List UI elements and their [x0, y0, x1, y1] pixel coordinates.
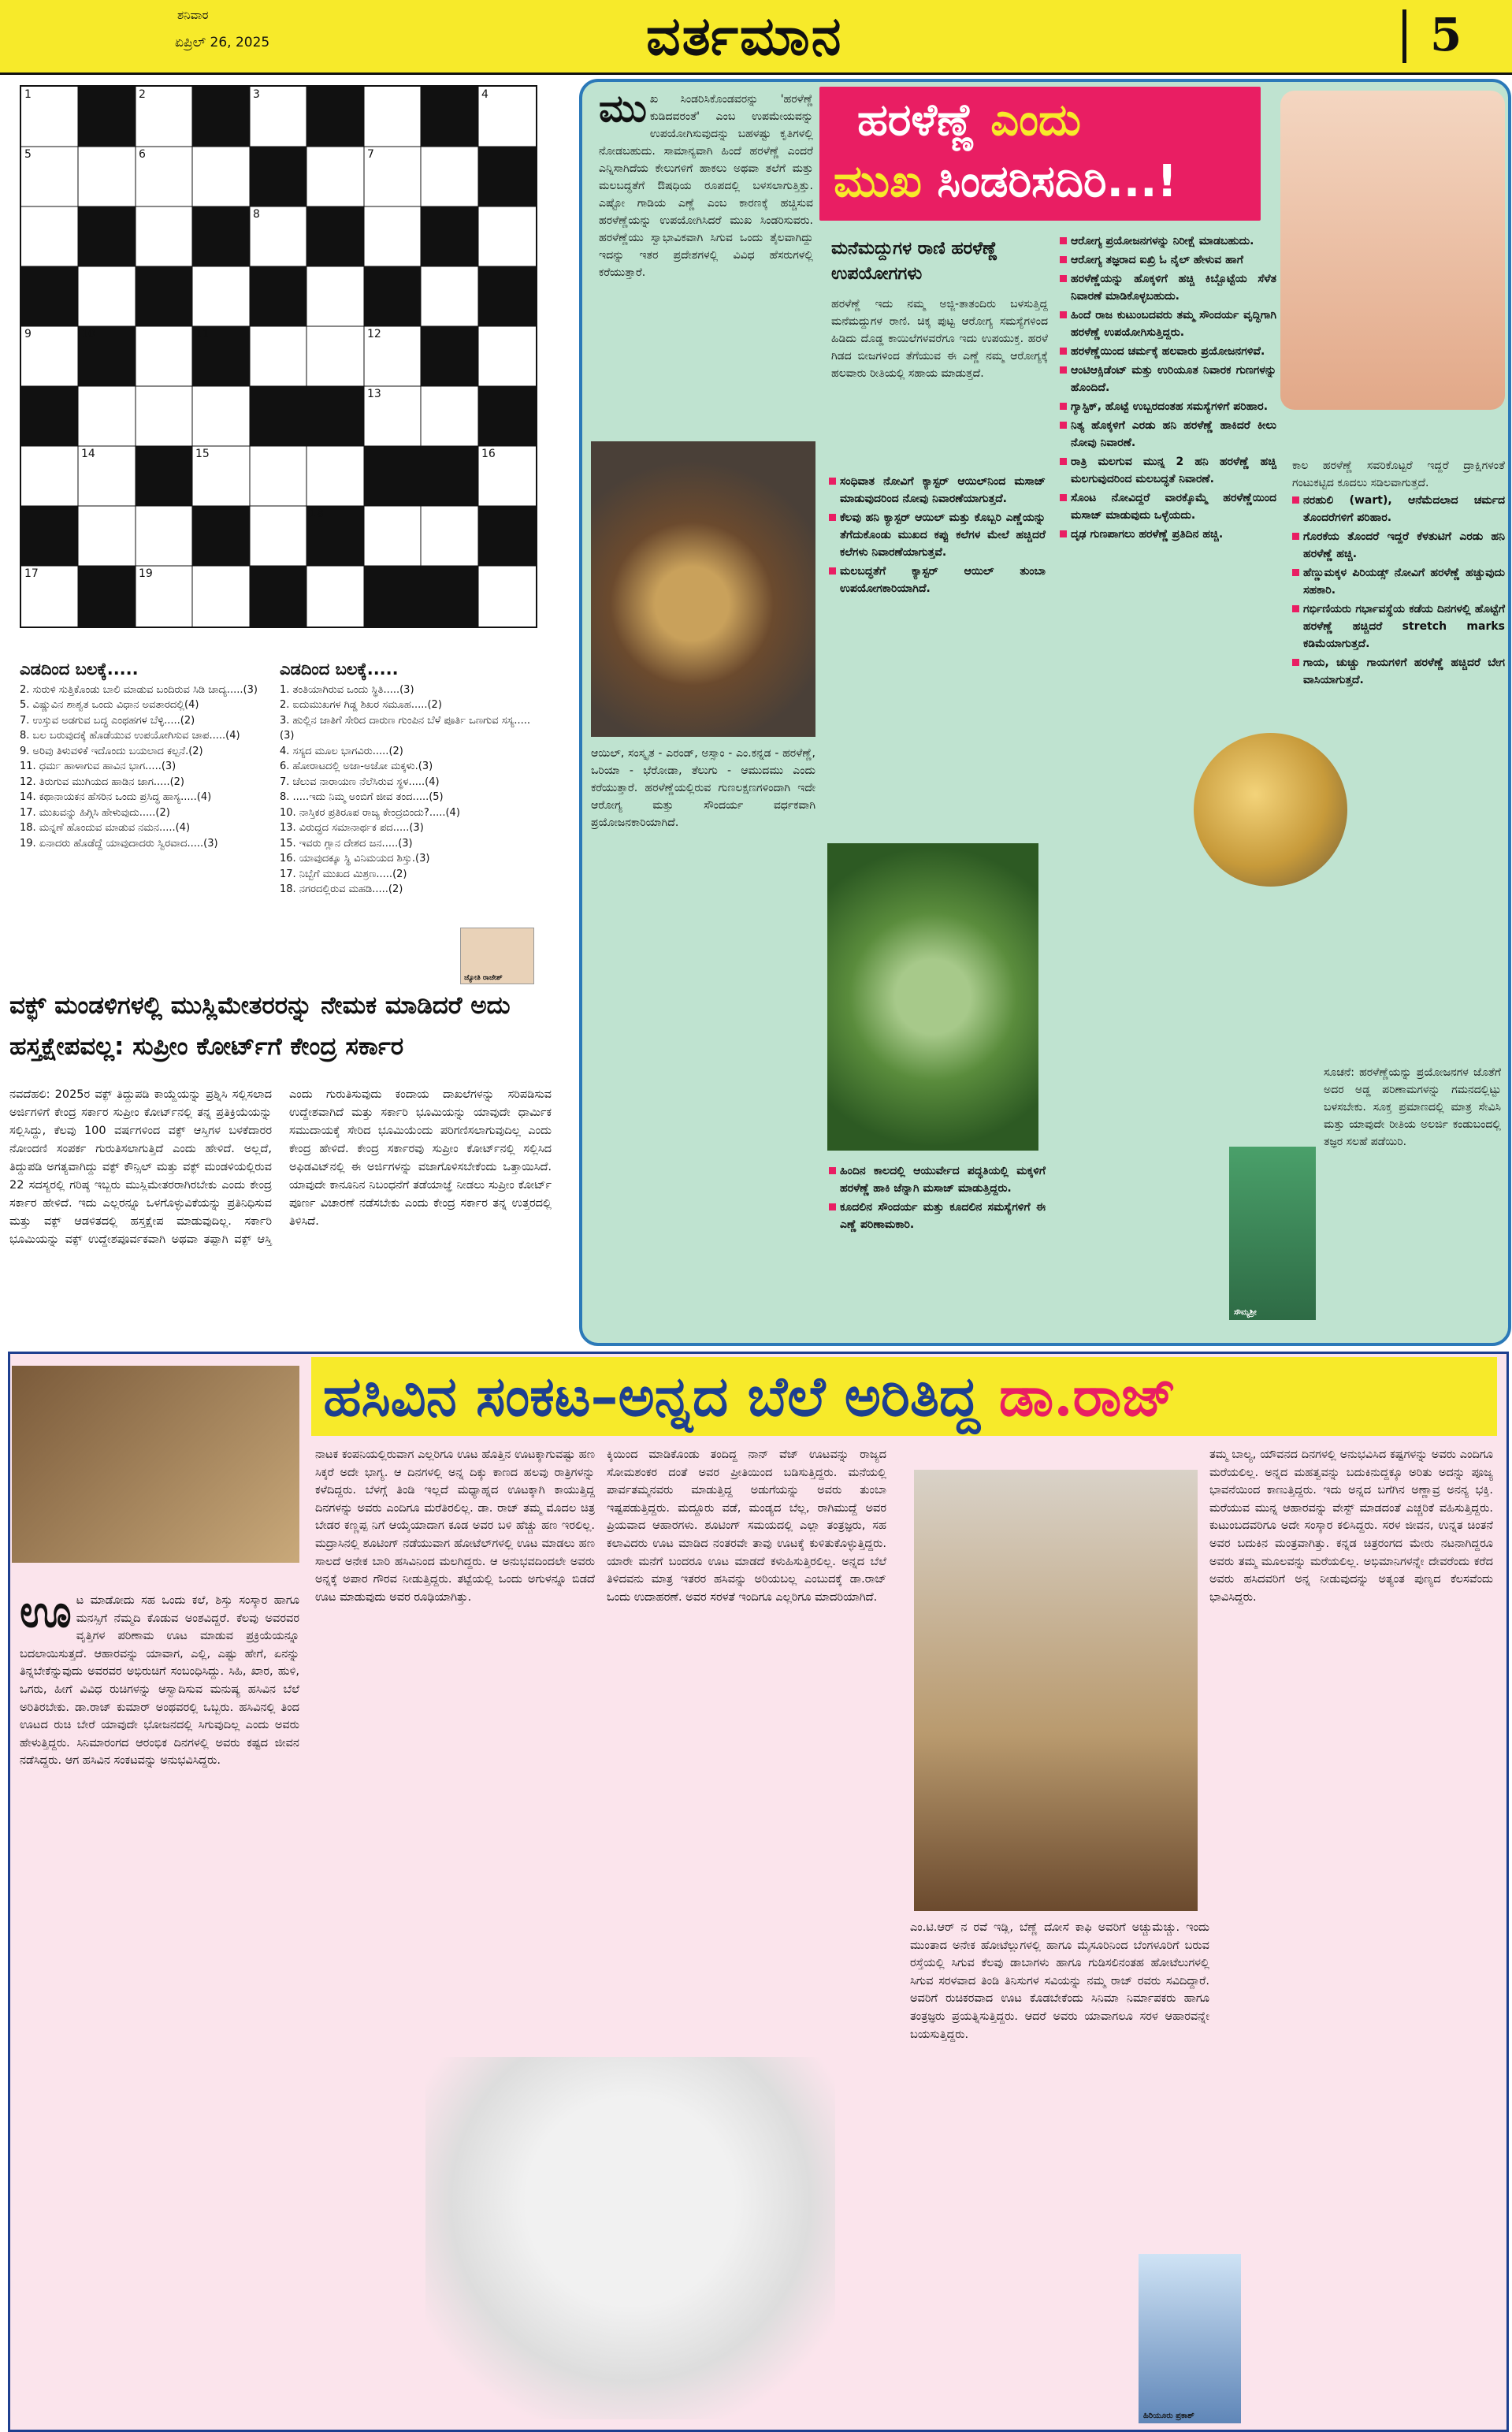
castor-col4-text: ಕಾಲ ಹರಳೆಣ್ಣೆ ಸವರಿಕೊಟ್ಟರೆ ಇದ್ದರೆ ದ್ರಾಕ್ಷಿಗಳಂತೆ ಗಂಟುಕಟ್ಟಿದ ಕೂದಲು ಸಡಿಲವಾಗುತ್ತದೆ.	[1292, 459, 1505, 489]
crossword-number: 4	[481, 88, 489, 101]
castor-point: ನರಹುಲಿ (wart), ಆನೆಮೆದಲಾದ ಚರ್ಮದ ತೊಂದರೆಗಳಿಗೆ ಪರಿಹಾರ.	[1292, 492, 1505, 526]
castor-author-photo	[1229, 1147, 1316, 1320]
raj-column-3: ಕ್ಕಿಯಿಂದ ಮಾಡಿಕೊಂಡು ತಂದಿದ್ದ ನಾನ್ ವೆಜ್ ಊಟವನ್ನು ರಾಜ್ಯದ ಸೋಮಶಂಕರ ದಂತೆ ಅವರ ಪ್ರೀತಿಯಿಂದ ಬಡಿಸುತ್ತಿದ್ದರು. ಮನೆಯಲ್ಲಿ ಪಾರ್ವತಮ್ಮನವರು ಮಾಡುತ್ತಿದ್ದ ಅಡುಗೆಯನ್ನು ಅವರು ತುಂಬಾ ಇಷ್ಟಪಡುತ್ತಿದ್ದರು. ಮದ್ದೂರು ವಡೆ, ಮಂಡ್ಯದ ಬೆಲ್ಲ, ರಾಗಿಮುದ್ದೆ ಅವರ ಪ್ರಿಯವಾದ ಆಹಾರಗಳು. ಶೂಟಿಂಗ್ ಸಮಯದಲ್ಲಿ ಎಲ್ಲಾ ತಂತ್ರಜ್ಞರು, ಸಹ ಕಲಾವಿದರು ಊಟ ಮಾಡಿದ ನಂತರವೇ ತಾವು ಊಟಕ್ಕೆ ಕುಳಿತುಕೊಳ್ಳುತ್ತಿದ್ದರು. ಯಾರೇ ಮನೆಗೆ ಬಂದರೂ ಊಟ ಮಾಡದೆ ಕಳುಹಿಸುತ್ತಿರಲಿಲ್ಲ. ಅನ್ನದ ಬೆಲೆ ತಿಳಿದವನು ಮಾತ್ರ ಇತರರ ಹಸಿವನ್ನು ಅರಿಯಬಲ್ಲ ಎಂಬುದಕ್ಕೆ ಡಾ.ರಾಜ್ ಒಂದು ಉದಾಹರಣೆ. ಅವರ ಸರಳತೆ ಇಂದಿಗೂ ಎಲ್ಲರಿಗೂ ಮಾದರಿಯಾಗಿದೆ.	[607, 1448, 886, 1604]
castor-body: ಹರಳೆಣ್ಣೆ ಇದು ನಮ್ಮ ಅಜ್ಜಿ-ತಾತಂದಿರು ಬಳಸುತ್ತಿದ್ದ ಮನೆಮದ್ದುಗಳ ರಾಣಿ. ಚಿಕ್ಕ ಪುಟ್ಟ ಆರೋಗ್ಯ ಸಮಸ್ಯೆಗಳಿಂದ ಹಿಡಿದು ದೊಡ್ಡ ಕಾಯಿಲೆಗಳವರೆಗೂ ಇದು ಉಪಯುಕ್ತ. ಹರಳೆ ಗಿಡದ ಬೀಜಗಳಿಂದ ತೆಗೆಯುವ ಈ ಎಣ್ಣೆ ನಮ್ಮ ಆರೋಗ್ಯಕ್ಕೆ ಹಲವಾರು ರೀತಿಯಲ್ಲಿ ಸಹಾಯ ಮಾಡುತ್ತದೆ.	[831, 298, 1048, 380]
oil-bowl-image	[1194, 733, 1347, 887]
castor-intro	[599, 87, 813, 281]
clue: 1. ತಂತಿಯಾಗಿರುವ ಒಂದು ಸ್ಥಿತಿ.....(3)	[280, 683, 414, 696]
clue: 2. ಸುರುಳಿ ಸುತ್ತಿಕೊಂಡು ಬಾಲಿ ಮಾಡುವ ಬಂದಿರುವ ಸಿಡಿ ಚಾದ್ಯ.....(3)	[20, 683, 258, 696]
castor-point: ಹರಳೆಣ್ಣೆಯಿಂದ ಚರ್ಮಕ್ಕೆ ಹಲವಾರು ಪ್ರಯೋಜನಗಳಿವೆ.	[1060, 343, 1276, 360]
castor-title-word: ಎಂದು	[990, 95, 1081, 146]
clues-across	[20, 662, 272, 851]
castor-author-caption: ಸೌಮ್ಯಶ್ರೀ	[1234, 1308, 1257, 1317]
waqf-article	[9, 985, 552, 1348]
clue: 17. ಮುಖವನ್ನು ಹಿಗ್ಗಿಸಿ ಹೇಳುವುದು.....(2)	[20, 806, 170, 819]
clue: 3. ಹುಲ್ಲಿನ ಜಾತಿಗೆ ಸೇರಿದ ದಾರುಣ ಗುಂಪಿನ ಬೆಳೆ ಪೂರ್ತಿ ಒಣಗುವ ಸಸ್ಯ.....(3)	[280, 714, 531, 742]
castor-point: ಹೆಣ್ಣುಮಕ್ಕಳ ಪಿರಿಯಡ್ಸ್ ನೋವಿಗೆ ಹರಳೆಣ್ಣೆ ಹಚ್ಚುವುದು ಸಹಕಾರಿ.	[1292, 564, 1505, 599]
castor-point: ಹಿಂದಿನ ಕಾಲದಲ್ಲಿ ಆಯುರ್ವೇದ ಪದ್ಧತಿಯಲ್ಲಿ ಮಕ್ಕಳಿಗೆ ಹರಳೆಣ್ಣೆ ಹಾಕಿ ಜೆನ್ನಾಗಿ ಮಸಾಜ್ ಮಾಡುತ್ತಿದ್ದರು.	[829, 1162, 1046, 1197]
castor-column-2b	[829, 1162, 1046, 1235]
clue: 2. ಐದುಮುಖಗಳ ಗಿಡ್ಡ ಶಿಖರ ಸಮೂಹ.....(2)	[280, 699, 442, 711]
castor-point: ದೃಢ ಗುಣಪಾಗಲು ಹರಳೆಣ್ಣೆ ಪ್ರತಿದಿನ ಹಚ್ಚಿ.	[1060, 526, 1276, 543]
raj-text: ಟ ಮಾಡೋದು ಸಹ ಒಂದು ಕಲೆ, ಶಿಸ್ತು ಸಂಸ್ಕಾರ ಹಾಗೂ ಮನಸ್ಸಿಗೆ ನೆಮ್ಮದಿ ಕೊಡುವ ಅಂಶವಿದ್ದರೆ. ಕೆಲವು ಅವರವರ ವೃತ್ತಿಗಳ ಪರಿಣಾಮ ಊಟ ಮಾಡುವ ಪ್ರಕ್ರಿಯೆಯನ್ನೂ ಬದಲಾಯಿಸುತ್ತದೆ. ಆಹಾರವನ್ನು ಯಾವಾಗ, ಎಲ್ಲಿ, ಎಷ್ಟು ಹೇಗೆ, ಏನನ್ನು ತಿನ್ನಬೇಕೆನ್ನುವುದು ಅವರವರ ಅಭಿರುಚಿಗೆ ಸಂಬಂಧಿಸಿದ್ದು. ಸಿಹಿ, ಖಾರ, ಹುಳಿ, ಒಗರು, ಹೀಗೆ ವಿವಿಧ ರುಚಿಗಳನ್ನು ಆಸ್ವಾದಿಸುವ ಮನುಷ್ಯ ಹಸಿವಿನ ಬೆಲೆ ಅರಿತಿರಬೇಕು. ಡಾ.ರಾಜ್ ಕುಮಾರ್ ಅಂಥವರಲ್ಲಿ ಒಬ್ಬರು. ಹಸಿವಿನಲ್ಲಿ ತಿಂದ ಊಟದ ರುಚಿ ಬೇರೆ ಯಾವುದೇ ಭೋಜನದಲ್ಲಿ ಸಿಗುವುದಿಲ್ಲ ಎಂದು ಅವರು ಹೇಳುತ್ತಿದ್ದರು. ಸಿನಿಮಾರಂಗದ ಆರಂಭಿಕ ದಿನಗಳಲ್ಲಿ ಅವರು ಕಷ್ಟದ ಜೀವನ ನಡೆಸಿದ್ದರು. ಆಗ ಹಸಿವಿನ ಸಂಕಟವನ್ನು ಅನುಭವಿಸಿದ್ದರು.	[20, 1594, 299, 1768]
crossword-number: 12	[367, 328, 381, 340]
castor-point: ಕೆಲವು ಹನಿ ಕ್ಯಾಸ್ಟರ್ ಆಯಿಲ್ ಮತ್ತು ಕೊಬ್ಬರಿ ಎಣ್ಣೆಯನ್ನು ತೆಗೆದುಕೊಂಡು ಮುಖದ ಕಪ್ಪು ಕಲೆಗಳ ಮೇಲೆ ಹಚ್ಚಿದರೆ ಕಲೆಗಳು ನಿವಾರಣೆಯಾಗುತ್ತವೆ.	[829, 509, 1046, 561]
castor-title-word: ಹರಳೆಣ್ಣೆ	[857, 95, 975, 146]
castor-plant-image	[827, 843, 1038, 1151]
crossword-number: 11	[195, 328, 210, 340]
castor-point: ಕೂದಲಿನ ಸೌಂದರ್ಯ ಮತ್ತು ಕೂದಲಿನ ಸಮಸ್ಯೆಗಳಿಗೆ ಈ ಎಣ್ಣೆ ಪರಿಣಾಮಕಾರಿ.	[829, 1199, 1046, 1233]
clue: 7. ಚೆಲುವ ನಾರಾಯಣ ನೆಲೆಸಿರುವ ಸ್ಥಳ.....(4)	[280, 775, 440, 788]
crossword-number: 13	[367, 388, 381, 400]
drop-cap: ಮು	[599, 87, 647, 131]
castor-point: ಮಲಬದ್ಧತೆಗೆ ಕ್ಯಾಸ್ಟರ್ ಆಯಿಲ್ ತುಂಬಾ ಉಪಯೋಗಕಾರಿಯಾಗಿದೆ.	[829, 563, 1046, 597]
castor-title-line2	[834, 156, 1177, 208]
newspaper-title: ವರ್ತಮಾನ	[646, 5, 843, 68]
woman-portrait-image	[1280, 91, 1505, 410]
castor-point: ಹರಳೆಣ್ಣೆಯನ್ನು ಹೊಕ್ಕಳಿಗೆ ಹಚ್ಚಿ ಕಿಬ್ಬೊಟ್ಟೆಯ ಸೆಳೆತ ನಿವಾರಣೆ ಮಾಡಿಕೊಳ್ಳಬಹುದು.	[1060, 270, 1276, 305]
crossword-author-photo	[460, 928, 534, 984]
clue: 6. ಹೋರಾಟದಲ್ಲಿ ಅಜಾ-ಅಜೋ ಮಕ್ಕಳು.(3)	[280, 760, 433, 772]
crossword-grid	[20, 85, 537, 628]
castor-point: ಆರೋಗ್ಯ ಪ್ರಯೋಜನಗಳನ್ನು ನಿರೀಕ್ಷೆ ಮಾಡಬಹುದು.	[1060, 232, 1276, 250]
waqf-headline: ವಕ್ಫ್ ಮಂಡಳಿಗಳಲ್ಲಿ ಮುಸ್ಲಿಮೇತರರನ್ನು ನೇಮಕ ಮಾಡಿದರೆ ಅದು ಹಸ್ತಕ್ಷೇಪವಲ್ಲ: ಸುಪ್ರೀಂ ಕೋರ್ಟ್‌ಗೆ ಕೇಂದ್ರ ಸರ್ಕಾರ	[9, 991, 511, 1061]
raj-author-caption: ಹಿರಿಯೂರು ಪ್ರಕಾಶ್	[1143, 2412, 1194, 2420]
clue: 4. ಸಸ್ಯದ ಮೂಲ ಭಾಗವಿರು.....(2)	[280, 745, 403, 757]
clue: 19. ಏನಾದರು ಹೊಡೆದ್ದೆ ಯಾವುದಾದರು ಸ್ವಿರವಾದ.....(3)	[20, 837, 218, 850]
raj-title	[323, 1363, 1176, 1430]
castor-intro-text: ಖ ಸಿಂಡರಿಸಿಕೊಂಡವರನ್ನು 'ಹರಳೆಣ್ಣೆ ಕುಡಿದವರಂತೆ' ಎಂಬ ಉಪಮೇಯವನ್ನು ಉಪಯೋಗಿಸುವುದನ್ನು ಬಹಳಷ್ಟು ಕೃತಿಗಳಲ್ಲಿ ನೋಡಬಹುದು. ಸಾಮಾನ್ಯವಾಗಿ ಹಿಂದೆ ಹರಳೆಣ್ಣೆ ಎಂದರೆ ಎನ್ನಿಸಾಗಿದೆಯ ಕೇಲುಗಳಿಗೆ ಹಾಕಲು ಅಥವಾ ತಲೆಗೆ ಮತ್ತು ಮಲಬದ್ಧತೆಗೆ ಔಷಧಿಯ ರೂಪದಲ್ಲಿ ಬಳಸಲಾಗುತ್ತಿತ್ತು. ಎಷ್ಟೋ ಗಾಡಿಯ ಎಣ್ಣೆ ಎಂಬ ಕಾರಣಕ್ಕೆ ಹಚ್ಚಿಸುವ ಹರಳೆಣ್ಣೆಯನ್ನು ಉಪಯೋಗಿಸಿದರೆ ಮುಖ ಸಿಂಡರಿಸುವರು. ಹರಳೆಣ್ಣೆಯು ಸ್ವಾಭಾವಿಕವಾಗಿ ಸಿಗುವ ಒಂದು ತೈಲವಾಗಿದ್ದು ಇದನ್ನು ಇತರ ಪ್ರದೇಶಗಳಲ್ಲಿ ವಿವಿಧ ಹೆಸರುಗಳಲ್ಲಿ ಕರೆಯುತ್ತಾರೆ.	[599, 93, 813, 279]
crossword-cells	[21, 87, 536, 627]
masthead-divider	[1402, 9, 1406, 63]
raj-title-text: ಹಸಿವಿನ ಸಂಕಟ–ಅನ್ನದ ಬೆಲೆ ಅರಿತಿದ್ದ	[323, 1363, 980, 1429]
castor-point: ಗಾಯ, ಚುಚ್ಚು ಗಾಯಗಳಿಗೆ ಹರಳೆಣ್ಣೆ ಹಚ್ಚಿದರೆ ಬೇಗ ವಾಸಿಯಾಗುತ್ತದೆ.	[1292, 654, 1505, 689]
clue: 12. ತಿರುಗುವ ಮುಗಿಯದ ಹಾಡಿನ ಜಾಗ.....(2)	[20, 775, 184, 788]
clue: 10. ನಾಸ್ತಿಕರ ಪ್ರತಿರೂಪ ರಾಜ್ಯ ಕೇಂದ್ರಬಿಂದು?.....(4)	[280, 806, 460, 819]
castor-point: ಸಂಧಿವಾತ ನೋವಿಗೆ ಕ್ಯಾಸ್ಟರ್ ಆಯಿಲ್‌ನಿಂದ ಮಸಾಜ್ ಮಾಡುವುದರಿಂದ ನೋವು ನಿವಾರಣೆಯಾಗುತ್ತದೆ.	[829, 473, 1046, 508]
raj-title-name: ಡಾ.ರಾಜ್	[998, 1363, 1177, 1429]
castor-title-word: ಸಿಂಡರಿಸದಿರಿ...!	[937, 156, 1177, 207]
crossword-number: 6	[139, 148, 146, 161]
raj-column-4: ತಮ್ಮ ಬಾಲ್ಯ, ಯೌವನದ ದಿನಗಳಲ್ಲಿ ಅನುಭವಿಸಿದ ಕಷ್ಟಗಳನ್ನು ಅವರು ಎಂದಿಗೂ ಮರೆಯಲಿಲ್ಲ. ಅನ್ನದ ಮಹತ್ವವನ್ನು ಬದುಕಿನುದ್ದಕ್ಕೂ ಅರಿತು ಅದನ್ನು ಪೂಜ್ಯ ಭಾವನೆಯಿಂದ ಕಾಣುತ್ತಿದ್ದರು. ಇದು ಅನ್ನದ ಬಗೆಗಿನ ಅಣ್ಣಾವ್ರ ಅನನ್ಯ ಭಕ್ತಿ. ಮರೆಯುವ ಮುನ್ನ ಆಹಾರವನ್ನು ವೇಸ್ಟ್ ಮಾಡದಂತೆ ಎಚ್ಚರಿಕೆ ವಹಿಸುತ್ತಿದ್ದರು. ಕುಟುಂಬದವರಿಗೂ ಅದೇ ಸಂಸ್ಕಾರ ಕಲಿಸಿದ್ದರು. ಸರಳ ಜೀವನ, ಉನ್ನತ ಚಿಂತನೆ ಅವರ ಬದುಕಿನ ಮಂತ್ರವಾಗಿತ್ತು. ಕನ್ನಡ ಚಿತ್ರರಂಗದ ಮೇರು ನಟನಾಗಿದ್ದರೂ ಅವರು ತಮ್ಮ ಮೂಲವನ್ನು ಮರೆಯಲಿಲ್ಲ. ಅಭಿಮಾನಿಗಳನ್ನೇ ದೇವರೆಂದು ಕರೆದ ಅವರು ಹಸಿದವರಿಗೆ ಅನ್ನ ನೀಡುವುದನ್ನು ಅತ್ಯಂತ ಪುಣ್ಯದ ಕೆಲಸವೆಂದು ಭಾವಿಸಿದ್ದರು.	[1209, 1448, 1493, 1604]
castor-column-4	[1292, 457, 1505, 690]
castor-column-2	[829, 473, 1046, 599]
castor-point: ಆರೋಗ್ಯ ತಜ್ಞರಾದ ಐಖ್ರಿ ಓ ನೈಲ್ ಹೇಳುವ ಹಾಗೆ	[1060, 251, 1276, 269]
castor-point: ಹಿಂದೆ ರಾಜ ಕುಟುಂಬದವರು ತಮ್ಮ ಸೌಂದರ್ಯ ವೃದ್ಧಿಗಾಗಿ ಹರಳೆಣ್ಣೆ ಉಪಯೋಗಿಸುತ್ತಿದ್ದರು.	[1060, 307, 1276, 341]
castor-point: ನಿತ್ಯ ಹೊಕ್ಕಳಿಗೆ ಎರಡು ಹನಿ ಹರಳೆಣ್ಣೆ ಹಾಕಿದರೆ ಕೀಲು ನೋವು ನಿವಾರಣೆ.	[1060, 417, 1276, 452]
crossword-author-caption: ಜ್ಯೋತಿ ರಾಜೇಶ್	[464, 974, 503, 982]
castor-point: ಗ್ಯಾಸ್ಟಿಕ್, ಹೊಟ್ಟೆ ಉಬ್ಬರದಂತಹ ಸಮಸ್ಯೆಗಳಿಗೆ ಪರಿಹಾರ.	[1060, 398, 1276, 415]
waqf-body: ನವದೆಹಲಿ: 2025ರ ವಕ್ಫ್ ತಿದ್ದುಪಡಿ ಕಾಯ್ದೆಯನ್ನು ಪ್ರಶ್ನಿಸಿ ಸಲ್ಲಿಸಲಾದ ಅರ್ಜಿಗಳಿಗೆ ಕೇಂದ್ರ ಸರ್ಕಾರ ಸುಪ್ರೀಂ ಕೋರ್ಟ್‌ನಲ್ಲಿ ತನ್ನ ಪ್ರತಿಕ್ರಿಯೆಯನ್ನು ಸಲ್ಲಿಸಿದ್ದು, ಕೆಲವು 100 ವರ್ಷಗಳಿಂದ ವಕ್ಫ್ ಆಸ್ತಿಗಳ ಬಳಕೆದಾರರ ನೋಂದಣಿ ಸಂಪರ್ಕ ಗುರುತಿಸಲಾಗುತ್ತಿದೆ ಎಂದು ಹೇಳಿದೆ. ಅಲ್ಲದೆ, ತಿದ್ದುಪಡಿ ಅಗತ್ಯವಾಗಿದ್ದು ವಕ್ಫ್ ಕೌನ್ಸಿಲ್ ಮತ್ತು ವಕ್ಫ್ ಮಂಡಳಿಯಲ್ಲಿರುವ 22 ಸದಸ್ಯರಲ್ಲಿ ಗರಿಷ್ಠ ಇಬ್ಬರು ಮುಸ್ಲಿಮೇತರರಾಗಿರಬೇಕು ಎಂದು ಕೇಂದ್ರ ಸರ್ಕಾರ ಹೇಳಿದೆ. ಇದು ಎಲ್ಲರನ್ನೂ ಒಳಗೊಳ್ಳುವಿಕೆಯನ್ನು ಪ್ರತಿನಿಧಿಸುವ ಮತ್ತು ವಕ್ಫ್ ಆಡಳಿತದಲ್ಲಿ ಹಸ್ತಕ್ಷೇಪ ಮಾಡುವುದಿಲ್ಲ. ಸರ್ಕಾರಿ ಭೂಮಿಯನ್ನು ವಕ್ಫ್ ಉದ್ದೇಶಪೂರ್ವಕವಾಗಿ ಅಥವಾ ತಪ್ಪಾಗಿ ವಕ್ಫ್ ಆಸ್ತಿ ಎಂದು ಗುರುತಿಸುವುದು ಕಂದಾಯ ದಾಖಲೆಗಳನ್ನು ಸರಿಪಡಿಸುವ ಉದ್ದೇಶವಾಗಿದೆ ಮತ್ತು ಸರ್ಕಾರಿ ಭೂಮಿಯನ್ನು ಯಾವುದೇ ಧಾರ್ಮಿಕ ಸಮುದಾಯಕ್ಕೆ ಸೇರಿದ ಭೂಮಿಯೆಂದು ಪರಿಗಣಿಸಲಾಗುವುದಿಲ್ಲ ಎಂದು ಕೇಂದ್ರ ಹೇಳಿದೆ. ಕೇಂದ್ರ ಸರ್ಕಾರವು ಸುಪ್ರೀಂ ಕೋರ್ಟ್‌ನಲ್ಲಿ ಸಲ್ಲಿಸಿದ ಅಫಿಡವಿಟ್‌ನಲ್ಲಿ ಈ ಅರ್ಜಿಗಳನ್ನು ವಜಾಗೊಳಿಸಬೇಕೆಂದು ಒತ್ತಾಯಿಸಿದೆ. ಯಾವುದೇ ಕಾನೂನಿನ ನಿಬಂಧನೆಗೆ ತಡೆಯಾಜ್ಞೆ ನೀಡಲು ಸುಪ್ರೀಂ ಕೋರ್ಟ್ ಪೂರ್ಣ ವಿಚಾರಣೆ ನಡೆಸಬೇಕು ಎಂದು ಕೇಂದ್ರ ಸರ್ಕಾರ ತನ್ನ ಉತ್ತರದಲ್ಲಿ ತಿಳಿಸಿದೆ.	[9, 1088, 552, 1246]
castor-title-line1	[857, 95, 1081, 147]
raj-author-photo	[1139, 2254, 1241, 2423]
raj-portrait-photo	[914, 1470, 1198, 1911]
crossword-number: 8	[253, 208, 260, 221]
raj-column-2: ನಾಟಕ ಕಂಪನಿಯಲ್ಲಿರುವಾಗ ಎಲ್ಲರಿಗೂ ಊಟ ಹೊತ್ತಿನ ಊಟಕ್ಕಾಗುವಷ್ಟು ಹಣ ಸಿಕ್ಕರೆ ಅದೇ ಭಾಗ್ಯ. ಆ ದಿನಗಳಲ್ಲಿ ಅನ್ನ ದಿಕ್ಕು ಕಾಣದ ಹಲವು ರಾತ್ರಿಗಳನ್ನು ಕಳೆದಿದ್ದರು. ಬೆಳಗ್ಗೆ ತಿಂಡಿ ಇಲ್ಲದೆ ಮಧ್ಯಾಹ್ನದ ಊಟಕ್ಕಾಗಿ ಕಾಯುತ್ತಿದ್ದ ದಿನಗಳನ್ನು ಅವರು ಎಂದಿಗೂ ಮರೆತಿರಲಿಲ್ಲ. ಡಾ. ರಾಜ್ ತಮ್ಮ ಮೊದಲ ಚಿತ್ರ ಬೇಡರ ಕಣ್ಣಪ್ಪ ನಿಗೆ ಆಯ್ಕೆಯಾದಾಗ ಕೂಡ ಅವರ ಬಳಿ ಹೆಚ್ಚು ಹಣ ಇರಲಿಲ್ಲ. ಮದ್ರಾಸಿನಲ್ಲಿ ಶೂಟಿಂಗ್ ನಡೆಯುವಾಗ ಹೋಟೆಲ್‌ಗಳಲ್ಲಿ ಊಟ ಮಾಡಲು ಹಣ ಸಾಲದೆ ಅನೇಕ ಬಾರಿ ಹಸಿವಿನಿಂದ ಮಲಗಿದ್ದರು. ಆ ಅನುಭವದಿಂದಲೇ ಅವರು ಅನ್ನಕ್ಕೆ ಅಪಾರ ಗೌರವ ನೀಡುತ್ತಿದ್ದರು. ತಟ್ಟೆಯಲ್ಲಿ ಒಂದು ಅಗುಳನ್ನೂ ಬಿಡದೆ ಊಟ ಮಾಡುವುದು ಅವರ ರೂಢಿಯಾಗಿತ್ತು.	[315, 1448, 595, 1604]
clues-down-heading: ಎಡದಿಂದ ಬಲಕ್ಕೆ.....	[280, 660, 399, 679]
crossword-number: 19	[139, 567, 153, 580]
crossword-number: 5	[24, 148, 32, 161]
castor-note: ಸೂಚನೆ: ಹರಳೆಣ್ಣೆಯನ್ನು ಪ್ರಯೋಜನಗಳ ಜೊತೆಗೆ ಅದರ ಅಡ್ಡ ಪರಿಣಾಮಗಳನ್ನು ಗಮನದಲ್ಲಿಟ್ಟು ಬಳಸಬೇಕು. ಸೂಕ್ತ ಪ್ರಮಾಣದಲ್ಲಿ ಮಾತ್ರ ಸೇವಿಸಿ ಮತ್ತು ಯಾವುದೇ ರೀತಿಯ ಅಲರ್ಜಿ ಕಂಡುಬಂದಲ್ಲಿ ತಜ್ಞರ ಸಲಹೆ ಪಡೆಯಿರಿ.	[1324, 1066, 1501, 1148]
crossword-number: 17	[24, 567, 39, 580]
castor-point: ಗರ್ಭಿಣಿಯರು ಗರ್ಭಾವಸ್ಥೆಯ ಕಡೆಯ ದಿನಗಳಲ್ಲಿ ಹೊಟ್ಟೆಗೆ ಹರಳೆಣ್ಣೆ ಹಚ್ಚಿದರೆ stretch marks ಕಡಿಮೆಯಾಗುತ್ತದೆ.	[1292, 601, 1505, 653]
drop-cap: ಊ	[20, 1586, 72, 1638]
clue: 18. ಮನ್ನಣೆ ಹೊಂದುವ ಮಾಡುವ ನಮನ.....(4)	[20, 822, 191, 834]
clue: 9. ಅರಿವು ತಿಳುವಳಿಕೆ ಇದೊಂದು ಬಯಲಾದ ಕಲ್ಪನೆ.(2)	[20, 745, 203, 757]
masthead-day: ಶನಿವಾರ	[177, 8, 209, 22]
raj-column-1	[20, 1586, 299, 1770]
page-number: 5	[1430, 8, 1462, 61]
crossword-number: 1	[24, 88, 32, 101]
castor-point: ರಾತ್ರಿ ಮಲಗುವ ಮುನ್ನ 2 ಹನಿ ಹರಳೆಣ್ಣೆ ಹಚ್ಚಿ ಮಲಗುವುದರಿಂದ ಮಲಬದ್ಧತೆ ನಿವಾರಣೆ.	[1060, 453, 1276, 488]
castor-point: ಆಂಟಿಆಕ್ಸಿಡೆಂಟ್ ಮತ್ತು ಉರಿಯೂತ ನಿವಾರಕ ಗುಣಗಳನ್ನು ಹೊಂದಿದೆ.	[1060, 362, 1276, 396]
clue: 16. ಯಾವುದಕ್ಕೂ ಸ್ಥಿ ವಿನಿಮಯದ ಶಿಸ್ತು.(3)	[280, 853, 430, 865]
castor-title-word: ಮುಖ	[834, 156, 922, 207]
crossword-number: 9	[24, 328, 32, 340]
clues-down	[280, 662, 532, 898]
crossword-number: 3	[253, 88, 260, 101]
crossword-number: 2	[139, 88, 146, 101]
castor-subheading: ಮನೆಮದ್ದುಗಳ ರಾಣಿ ಹರಳೆಣ್ಣೆ ಉಪಯೋಗಗಳು	[831, 239, 998, 284]
crossword-number: 7	[367, 148, 374, 161]
clues-across-heading: ಎಡದಿಂದ ಬಲಕ್ಕೆ.....	[20, 660, 139, 679]
crossword-number: 16	[481, 448, 496, 460]
clue: 8. ಬಲ ಬರುವುದಕ್ಕೆ ಹೊಡೆಯುವ ಉಪಯೋಗಿಸುವ ಚಾಪ.....(4)	[20, 730, 240, 742]
raj-photo-with-dove	[12, 1366, 299, 1563]
clue: 5. ವಿಷ್ಣುವಿನ ಶಾಶ್ವತ ಒಂದು ವಿಧಾನ ಅವತಾರದಲ್ಲಿ(4)	[20, 699, 199, 711]
clue: 15. ಇವರು ಗ್ಲಾನ ದೇಶದ ಜನ.....(3)	[280, 837, 413, 850]
raj-column-5: ಎಂ.ಟಿ.ಆರ್ ನ ರವೆ ಇಡ್ಲಿ, ಬೆಣ್ಣೆ ದೋಸೆ ಕಾಫಿ ಅವರಿಗೆ ಅಚ್ಚುಮೆಚ್ಚು. ಇಂದು ಮುಂತಾದ ಅನೇಕ ಹೋಟೆಲ್ಲುಗಳಲ್ಲಿ ಹಾಗೂ ಮೈಸೂರಿನಿಂದ ಬೆಂಗಳೂರಿಗೆ ಬರುವ ರಸ್ತೆಯಲ್ಲಿ ಸಿಗುವ ಕೆಲವು ಡಾಬಾಗಳು ಹಾಗೂ ಗುಡಿಸಲಿನಂತಹ ಹೋಟೆಲುಗಳಲ್ಲಿ ಸಿಗುವ ಸರಳವಾದ ತಿಂಡಿ ತಿನಿಸುಗಳ ಸವಿಯನ್ನು ನಮ್ಮ ರಾಜ್ ರವರು ಸವಿದಿದ್ದಾರೆ. ಅವರಿಗೆ ರುಚಿಕರವಾದ ಊಟ ಕೊಡಬೇಕೆಂದು ಸಿನಿಮಾ ನಿರ್ಮಾಪಕರು ಹಾಗೂ ತಂತ್ರಜ್ಞರು ಪ್ರಯತ್ನಿಸುತ್ತಿದ್ದರು. ಆದರೆ ಅವರು ಯಾವಾಗಲೂ ಸರಳ ಆಹಾರವನ್ನೇ ಬಯಸುತ್ತಿದ್ದರು.	[910, 1921, 1209, 2041]
clue: 17. ನಿಬ್ಬೆಗೆ ಮುಖದ ಮಿಶ್ರಣ.....(2)	[280, 868, 407, 880]
clue: 11. ಧರ್ಮ ಹಾಳಾಗುವ ಹಾವಿನ ಭಾಗ.....(3)	[20, 760, 176, 772]
clue: 7. ಉಸ್ತುವ ಅಡಗುವ ಬದ್ಧ ಎಂಥಹಗಳ ಬೆಳ್ಳಿ.....(2)	[20, 714, 195, 727]
clue: 13. ವಿರುದ್ಧದ ಸಮಾನಾರ್ಥಕ ಪದ.....(3)	[280, 822, 424, 834]
crossword-number: 18	[310, 508, 324, 520]
masthead-date: ಏಪ್ರಿಲ್ 26, 2025	[175, 35, 270, 50]
raj-sketch-image	[425, 2057, 835, 2419]
castor-point: ಸೊಂಟ ನೋವಿದ್ದರೆ ವಾರಕ್ಕೊಮ್ಮೆ ಹರಳೆಣ್ಣೆಯಿಂದ ಮಸಾಜ್ ಮಾಡುವುದು ಒಳ್ಳೆಯದು.	[1060, 489, 1276, 524]
castor-image-text: ಆಯಿಲ್, ಸಂಸ್ಕೃತ - ಎರಂಡ್, ಅಸ್ಸಾಂ - ಎಂ.ಕನ್ನಡ - ಹರಳೆಣ್ಣೆ, ಒರಿಯಾ - ಭೆರೋಡಾ, ತೆಲುಗು - ಆಮುದಮು ಎಂದು ಕರೆಯುತ್ತಾರೆ. ಹರಳೆಣ್ಣೆಯಲ್ಲಿರುವ ಗುಣಲಕ್ಷಣಗಳಿಂದಾಗಿ ಇದೇ ಆರೋಗ್ಯ ಮತ್ತು ಸೌಂದರ್ಯ ವರ್ಧಕವಾಗಿ ಪ್ರಯೋಜನಕಾರಿಯಾಗಿದೆ.	[591, 747, 815, 829]
castor-column-3	[1060, 232, 1276, 545]
clue: 8. .....ಇದು ನಿಮ್ಮ ಅಂಬಿಗೆ ಜೀವ ತಂದ.....(5)	[280, 791, 444, 803]
castor-seeds-image	[591, 441, 815, 737]
crossword-number: 15	[195, 448, 210, 460]
crossword-number: 10	[81, 328, 95, 340]
clue: 14. ಕಥಾನಾಯಕನ ಹೆಸರಿನ ಒಂದು ಪ್ರಸಿದ್ಧ ಹಾಸ್ಯ.....(4)	[20, 791, 212, 803]
crossword-number: 14	[81, 448, 95, 460]
clue: 18. ನಗರದಲ್ಲಿರುವ ಮಹಡಿ.....(2)	[280, 883, 403, 895]
castor-point: ಗೊರಕೆಯ ತೊಂದರೆ ಇದ್ದರೆ ಕೆಳತುಟಿಗೆ ಎರಡು ಹನಿ ಹರಳೆಣ್ಣೆ ಹಚ್ಚಿ.	[1292, 528, 1505, 563]
